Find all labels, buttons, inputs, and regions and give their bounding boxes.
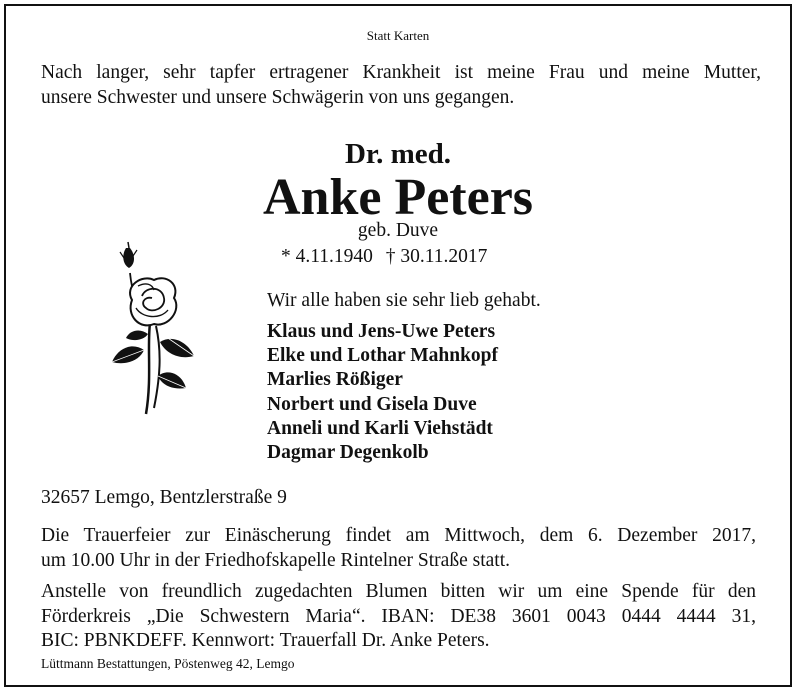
mourners-list <box>267 320 498 465</box>
service-line: um 10.00 Uhr in der Friedhofskapelle Rintelner Straße statt. <box>41 549 510 571</box>
mourner-name: Norbert und Gisela Duve <box>267 393 477 415</box>
deceased-title: Dr. med. <box>344 138 452 170</box>
service-info <box>41 524 756 573</box>
maiden-name: geb. Duve <box>357 220 439 241</box>
mourner-name: Anneli und Karli Viehstädt <box>267 417 493 439</box>
mourner-name: Dagmar Degenkolb <box>267 442 429 464</box>
rose-icon <box>102 238 202 416</box>
service-line: Die Trauerfeier zur Einäscherung findet am Mittwoch, dem 6. Dezember 2017, <box>41 525 756 546</box>
donation-line: Förderkreis „Die Schwestern Maria“. IBAN: DE38 3601 0043 0444 4444 31, <box>41 605 756 627</box>
intro-line: Nach langer, sehr tapfer ertragener Krankheit ist meine Frau und meine Mutter, <box>41 62 761 83</box>
life-dates <box>281 246 495 268</box>
love-line: Wir alle haben sie sehr lieb gehabt. <box>267 290 541 311</box>
donation-info <box>41 580 756 654</box>
donation-line: Anstelle von freundlich zugedachten Blumen bitten wir um eine Spende für den <box>41 581 756 602</box>
address: 32657 Lemgo, Bentzlerstraße 9 <box>41 487 287 508</box>
mourner-name: Marlies Rößiger <box>267 369 403 391</box>
deceased-name: Anke Peters <box>262 169 534 226</box>
mourner-name: Elke und Lothar Mahnkopf <box>267 345 499 367</box>
intro-text <box>41 60 761 110</box>
death-date: † 30.11.2017 <box>385 246 488 267</box>
donation-line: BIC: PBNKDEFF. Kennwort: Trauerfall Dr. Anke Peters. <box>41 630 490 651</box>
obituary-card <box>4 4 792 687</box>
birth-date: * 4.11.1940 <box>281 246 373 267</box>
intro-line: unsere Schwester und unsere Schwägerin von uns gegangen. <box>41 87 515 108</box>
header-note: Statt Karten <box>366 28 430 43</box>
undertaker-info: Lüttmann Bestattungen, Pöstenweg 42, Lemgo <box>41 656 295 671</box>
mourner-name: Klaus und Jens-Uwe Peters <box>267 321 496 342</box>
